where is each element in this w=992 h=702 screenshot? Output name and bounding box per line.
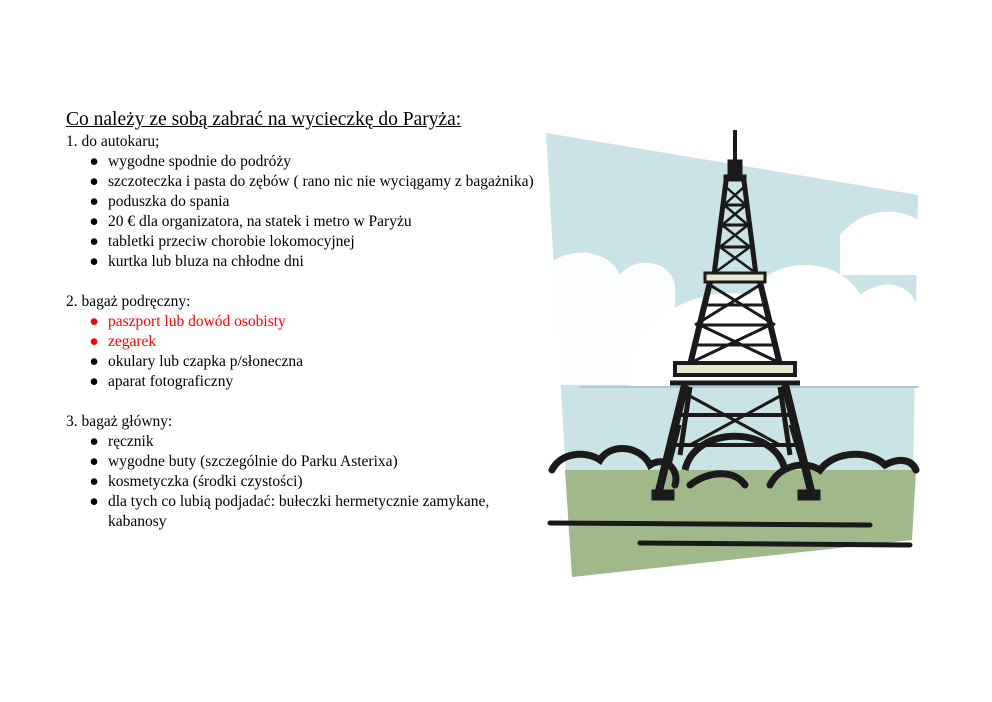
bullet-icon: ● (89, 173, 99, 190)
list-item-text: aparat fotograficzny (108, 373, 234, 390)
list-item-text: 20 € dla organizatora, na statek i metro w Paryżu (108, 213, 412, 230)
list-item-text: wygodne spodnie do podróży (108, 153, 291, 170)
bullet-icon: ● (89, 373, 99, 390)
packing-list-document (66, 108, 536, 552)
list-item (88, 492, 536, 532)
list-item (88, 312, 536, 332)
list-item-text: zegarek (108, 333, 157, 350)
bullet-icon: ● (89, 253, 99, 270)
list-item-text: ręcznik (108, 433, 154, 450)
list-item (88, 332, 536, 352)
list-item-text: kurtka lub bluza na chłodne dni (108, 253, 304, 270)
list-item (88, 372, 536, 392)
bullet-icon: ● (89, 493, 99, 510)
list-item-text: tabletki przeciw chorobie lokomocyjnej (108, 233, 355, 250)
section-heading: 2. bagaż podręczny: (66, 293, 191, 310)
section-main-luggage (66, 412, 536, 532)
list-item-text: wygodne buty (szczególnie do Parku Asterixa) (108, 453, 398, 470)
bullet-icon: ● (89, 333, 99, 350)
section-heading: 3. bagaż główny: (66, 413, 173, 430)
bullet-icon: ● (89, 353, 99, 370)
bullet-icon: ● (89, 153, 99, 170)
bullet-icon: ● (89, 453, 99, 470)
item-list (66, 432, 536, 532)
bullet-icon: ● (89, 313, 99, 330)
document-title: Co należy ze sobą zabrać na wycieczkę do Paryża: (66, 109, 462, 130)
list-item (88, 172, 536, 192)
list-item-text: dla tych co lubią podjadać: bułeczki hermetycznie zamykane, kabanosy (108, 493, 490, 530)
list-item-text: kosmetyczka (środki czystości) (108, 473, 303, 490)
list-item-text: szczoteczka i pasta do zębów ( rano nic nie wyciągamy z bagażnika) (108, 173, 534, 190)
list-item (88, 352, 536, 372)
list-item (88, 212, 536, 232)
list-item-text: poduszka do spania (108, 193, 230, 210)
section-hand-luggage (66, 292, 536, 392)
bullet-icon: ● (89, 433, 99, 450)
list-item (88, 432, 536, 452)
list-item (88, 472, 536, 492)
bullet-icon: ● (89, 473, 99, 490)
list-item (88, 152, 536, 172)
section-coach (66, 132, 536, 272)
list-item (88, 452, 536, 472)
list-item (88, 192, 536, 212)
section-heading: 1. do autokaru; (66, 133, 160, 150)
eiffel-tower-clipart (540, 125, 925, 580)
list-item (88, 232, 536, 252)
list-item-text: paszport lub dowód osobisty (108, 313, 286, 330)
item-list (66, 152, 536, 272)
bullet-icon: ● (89, 213, 99, 230)
bullet-icon: ● (89, 193, 99, 210)
bullet-icon: ● (89, 233, 99, 250)
list-item-text: okulary lub czapka p/słoneczna (108, 353, 303, 370)
item-list (66, 312, 536, 392)
list-item (88, 252, 536, 272)
